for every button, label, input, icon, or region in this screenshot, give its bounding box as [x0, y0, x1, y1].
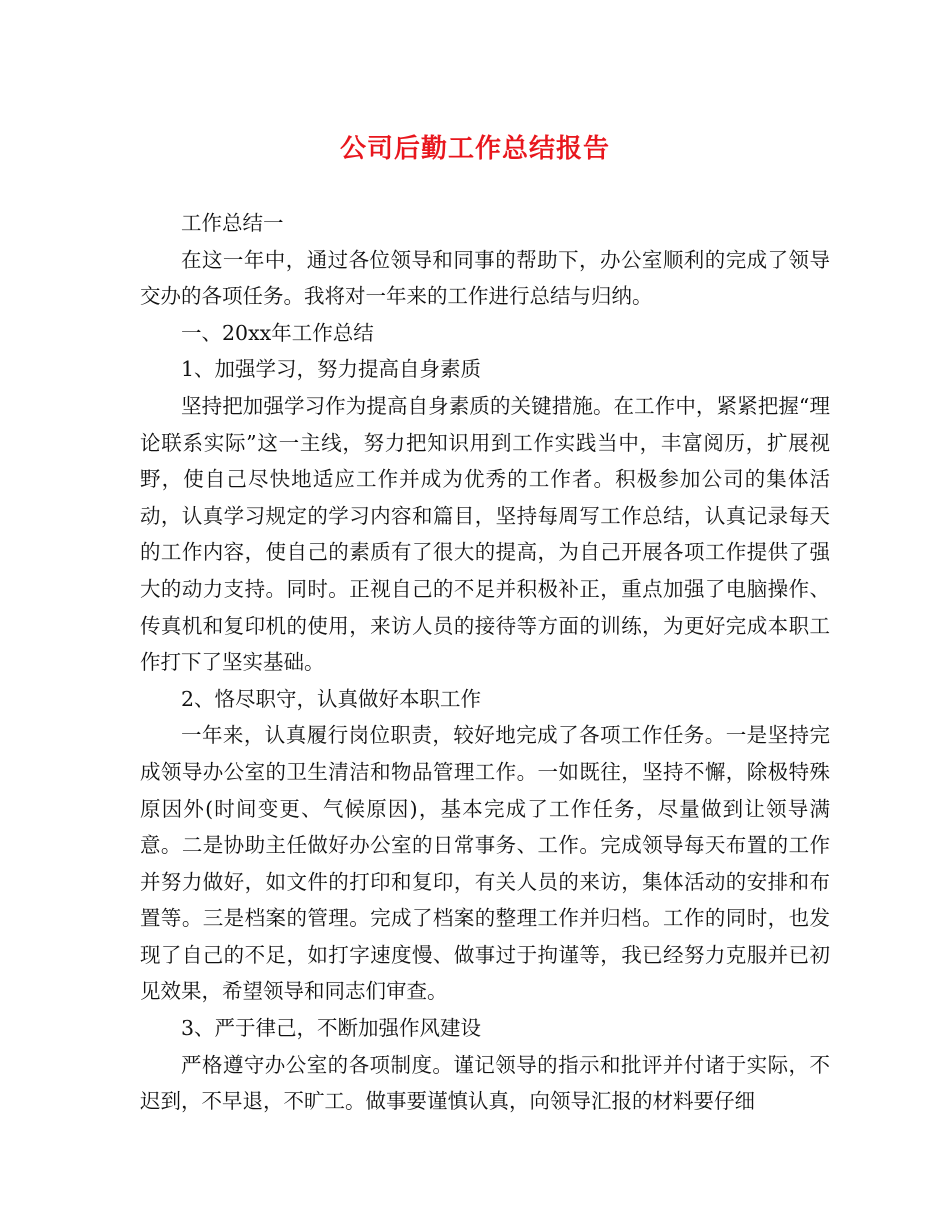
document-body: [140, 205, 830, 1120]
subsection-heading: 1、加强学习，努力提高自身素质: [181, 357, 482, 382]
section-heading: 工作总结一: [181, 211, 284, 235]
paragraph: 坚持把加强学习作为提高自身素质的关键措施。在工作中，紧紧把握“理论联系实际”这一主线，努力把知识用到工作实践当中，丰富阅历，扩展视野，使自己尽快地适应工作并成为优秀的工作者。积极参加公司的集体活动，认真学习规定的学习内容和篇目，坚持每周写工作总结，认真记录每天的工作内容，使自己的素质有了很大的提高，为自己开展各项工作提供了强大的动力支持。同时。正视自己的不足并积极补正，重点加强了电脑操作、传真机和复印机的使用，来访人员的接待等方面的训练，为更好完成本职工作打下了坚实基础。: [140, 393, 830, 675]
paragraph: 一年来，认真履行岗位职责，较好地完成了各项工作任务。一是坚持完成领导办公室的卫生清洁和物品管理工作。一如既往，坚持不懈，除极特殊原因外(时间变更、气候原因)，基本完成了工作任务，尽量做到让领导满意。二是协助主任做好办公室的日常事务、工作。完成领导每天布置的工作并努力做好，如文件的打印和复印，有关人员的来访，集体活动的安排和布置等。三是档案的管理。完成了档案的整理工作并归档。工作的同时，也发现了自己的不足，如打字速度慢、做事过于拘谨等，我已经努力克服并已初见效果，希望领导和同志们审查。: [140, 723, 830, 1004]
subsection-heading: 3、严于律己，不断加强作风建设: [181, 1016, 482, 1041]
paragraph: 严格遵守办公室的各项制度。谨记领导的指示和批评并付诸于实际，不迟到，不早退，不旷工。做事要谨慎认真，向领导汇报的材料要仔细: [140, 1052, 830, 1114]
section-heading: 一、20xx年工作总结: [181, 320, 374, 345]
subsection-heading: 2、恪尽职守，认真做好本职工作: [181, 686, 482, 711]
document-title: 公司后勤工作总结报告: [339, 134, 610, 164]
paragraph: 在这一年中，通过各位领导和同事的帮助下，办公室顺利的完成了领导交办的各项任务。我将对一年来的工作进行总结与归纳。: [140, 247, 830, 309]
